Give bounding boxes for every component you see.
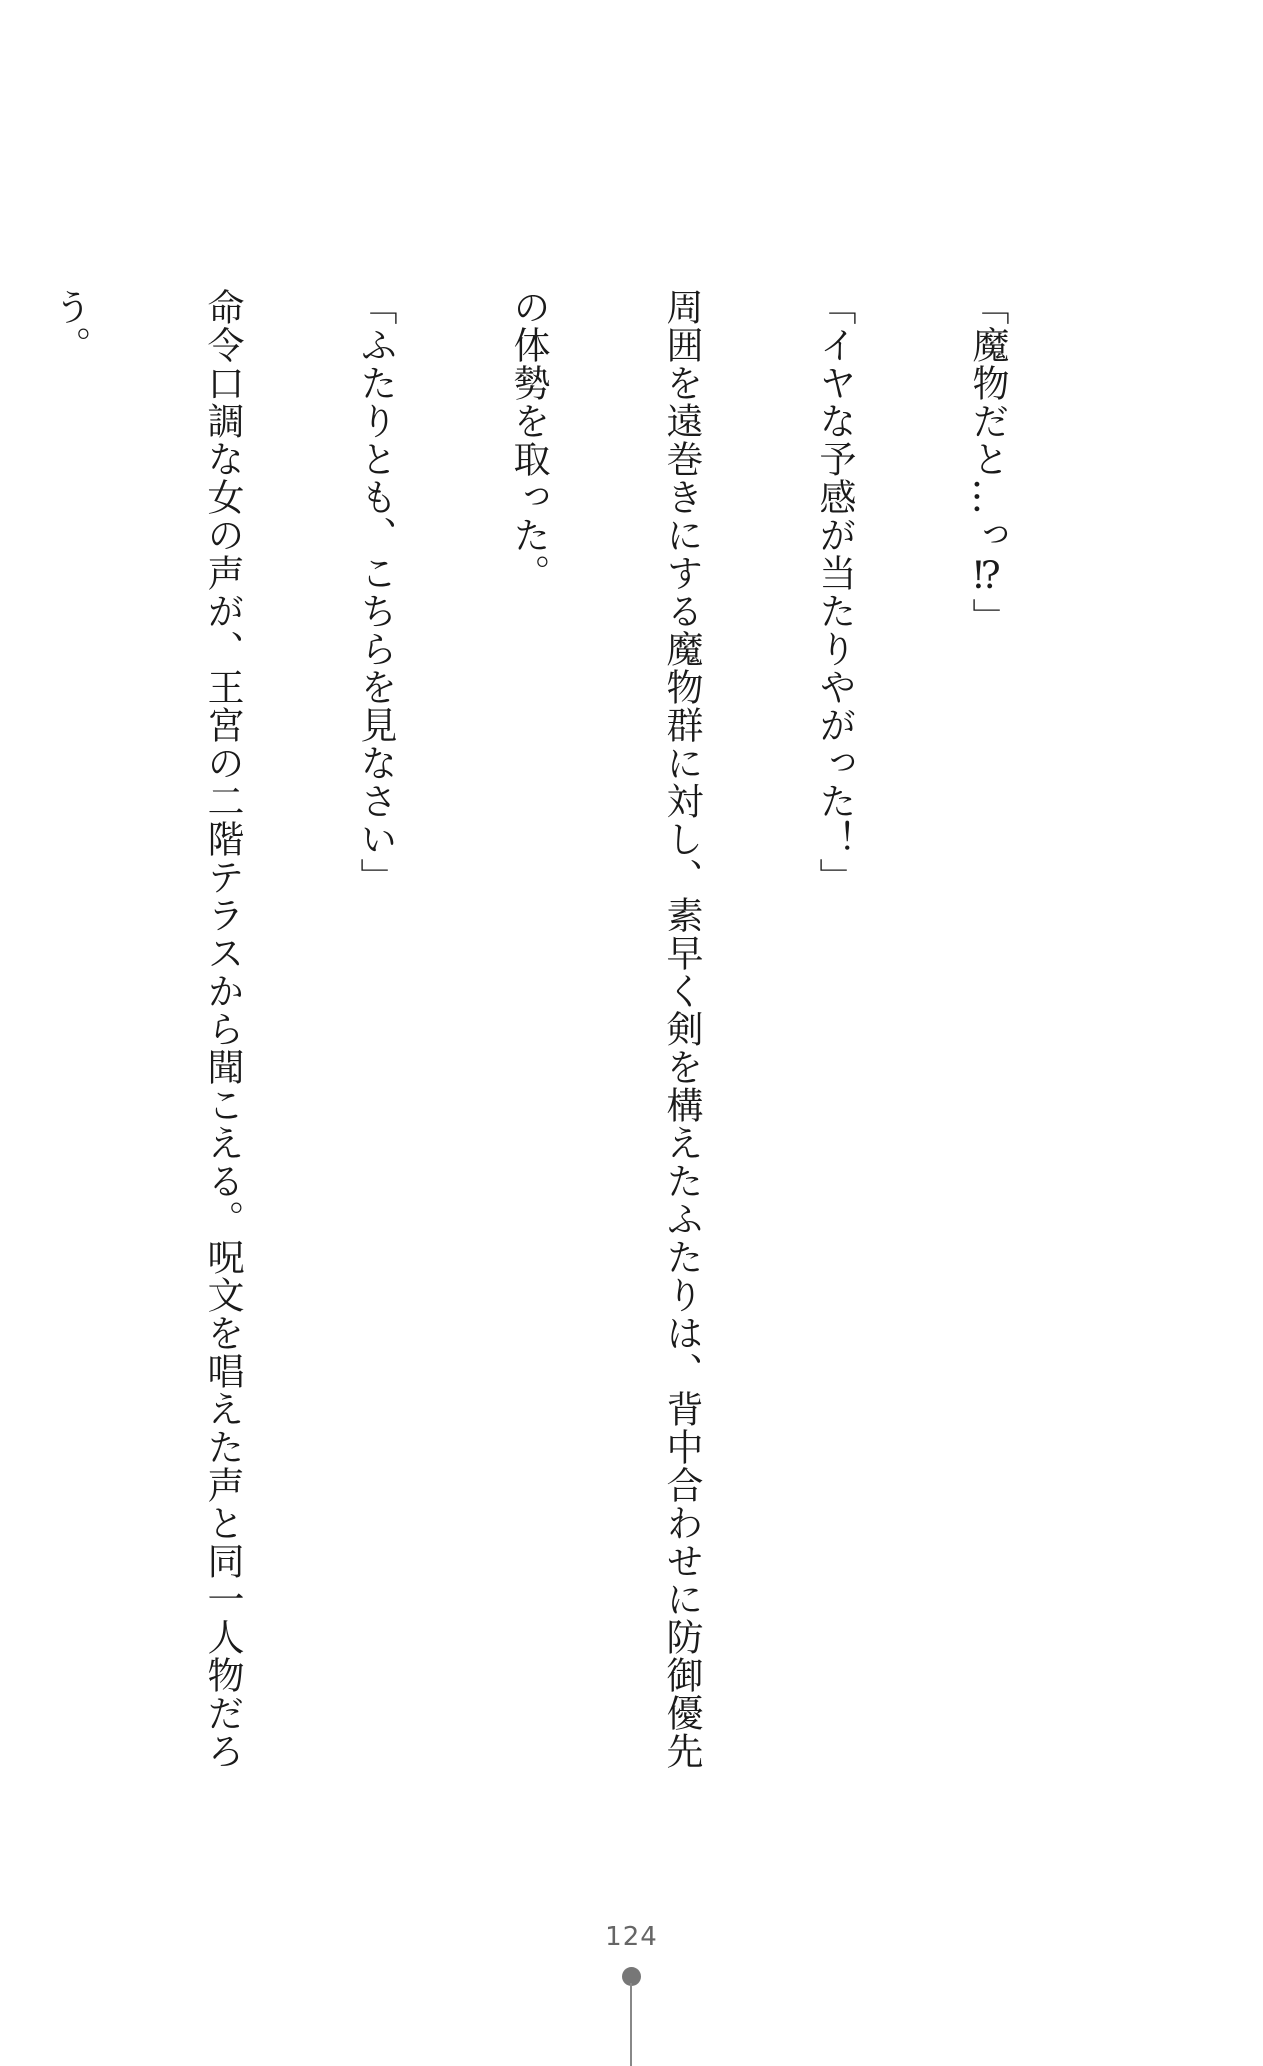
text-line: 「イヤな予感が当たりやがった！」 [813, 288, 856, 896]
page-number: 124 [605, 1922, 658, 1952]
text-line: 周囲を遠巻きにする魔物群に対し、素早く剣を構えたふたりは、背中合わせに防御優先 [660, 288, 703, 1770]
body-text [0, 288, 1115, 1770]
text-line: 命令口調な女の声が、王宮の二階テラスから聞こえる。呪文を唱えた声と同一人物だろ [201, 288, 244, 1770]
text-line: 「魔物だと…っ⁉」 [966, 288, 1009, 636]
text-line: 「ふたりとも、こちらを見なさい」 [354, 288, 397, 896]
text-line: う。 [48, 288, 91, 364]
text-line: の体勢を取った。 [507, 288, 550, 592]
page-marker-line [630, 1983, 632, 2066]
